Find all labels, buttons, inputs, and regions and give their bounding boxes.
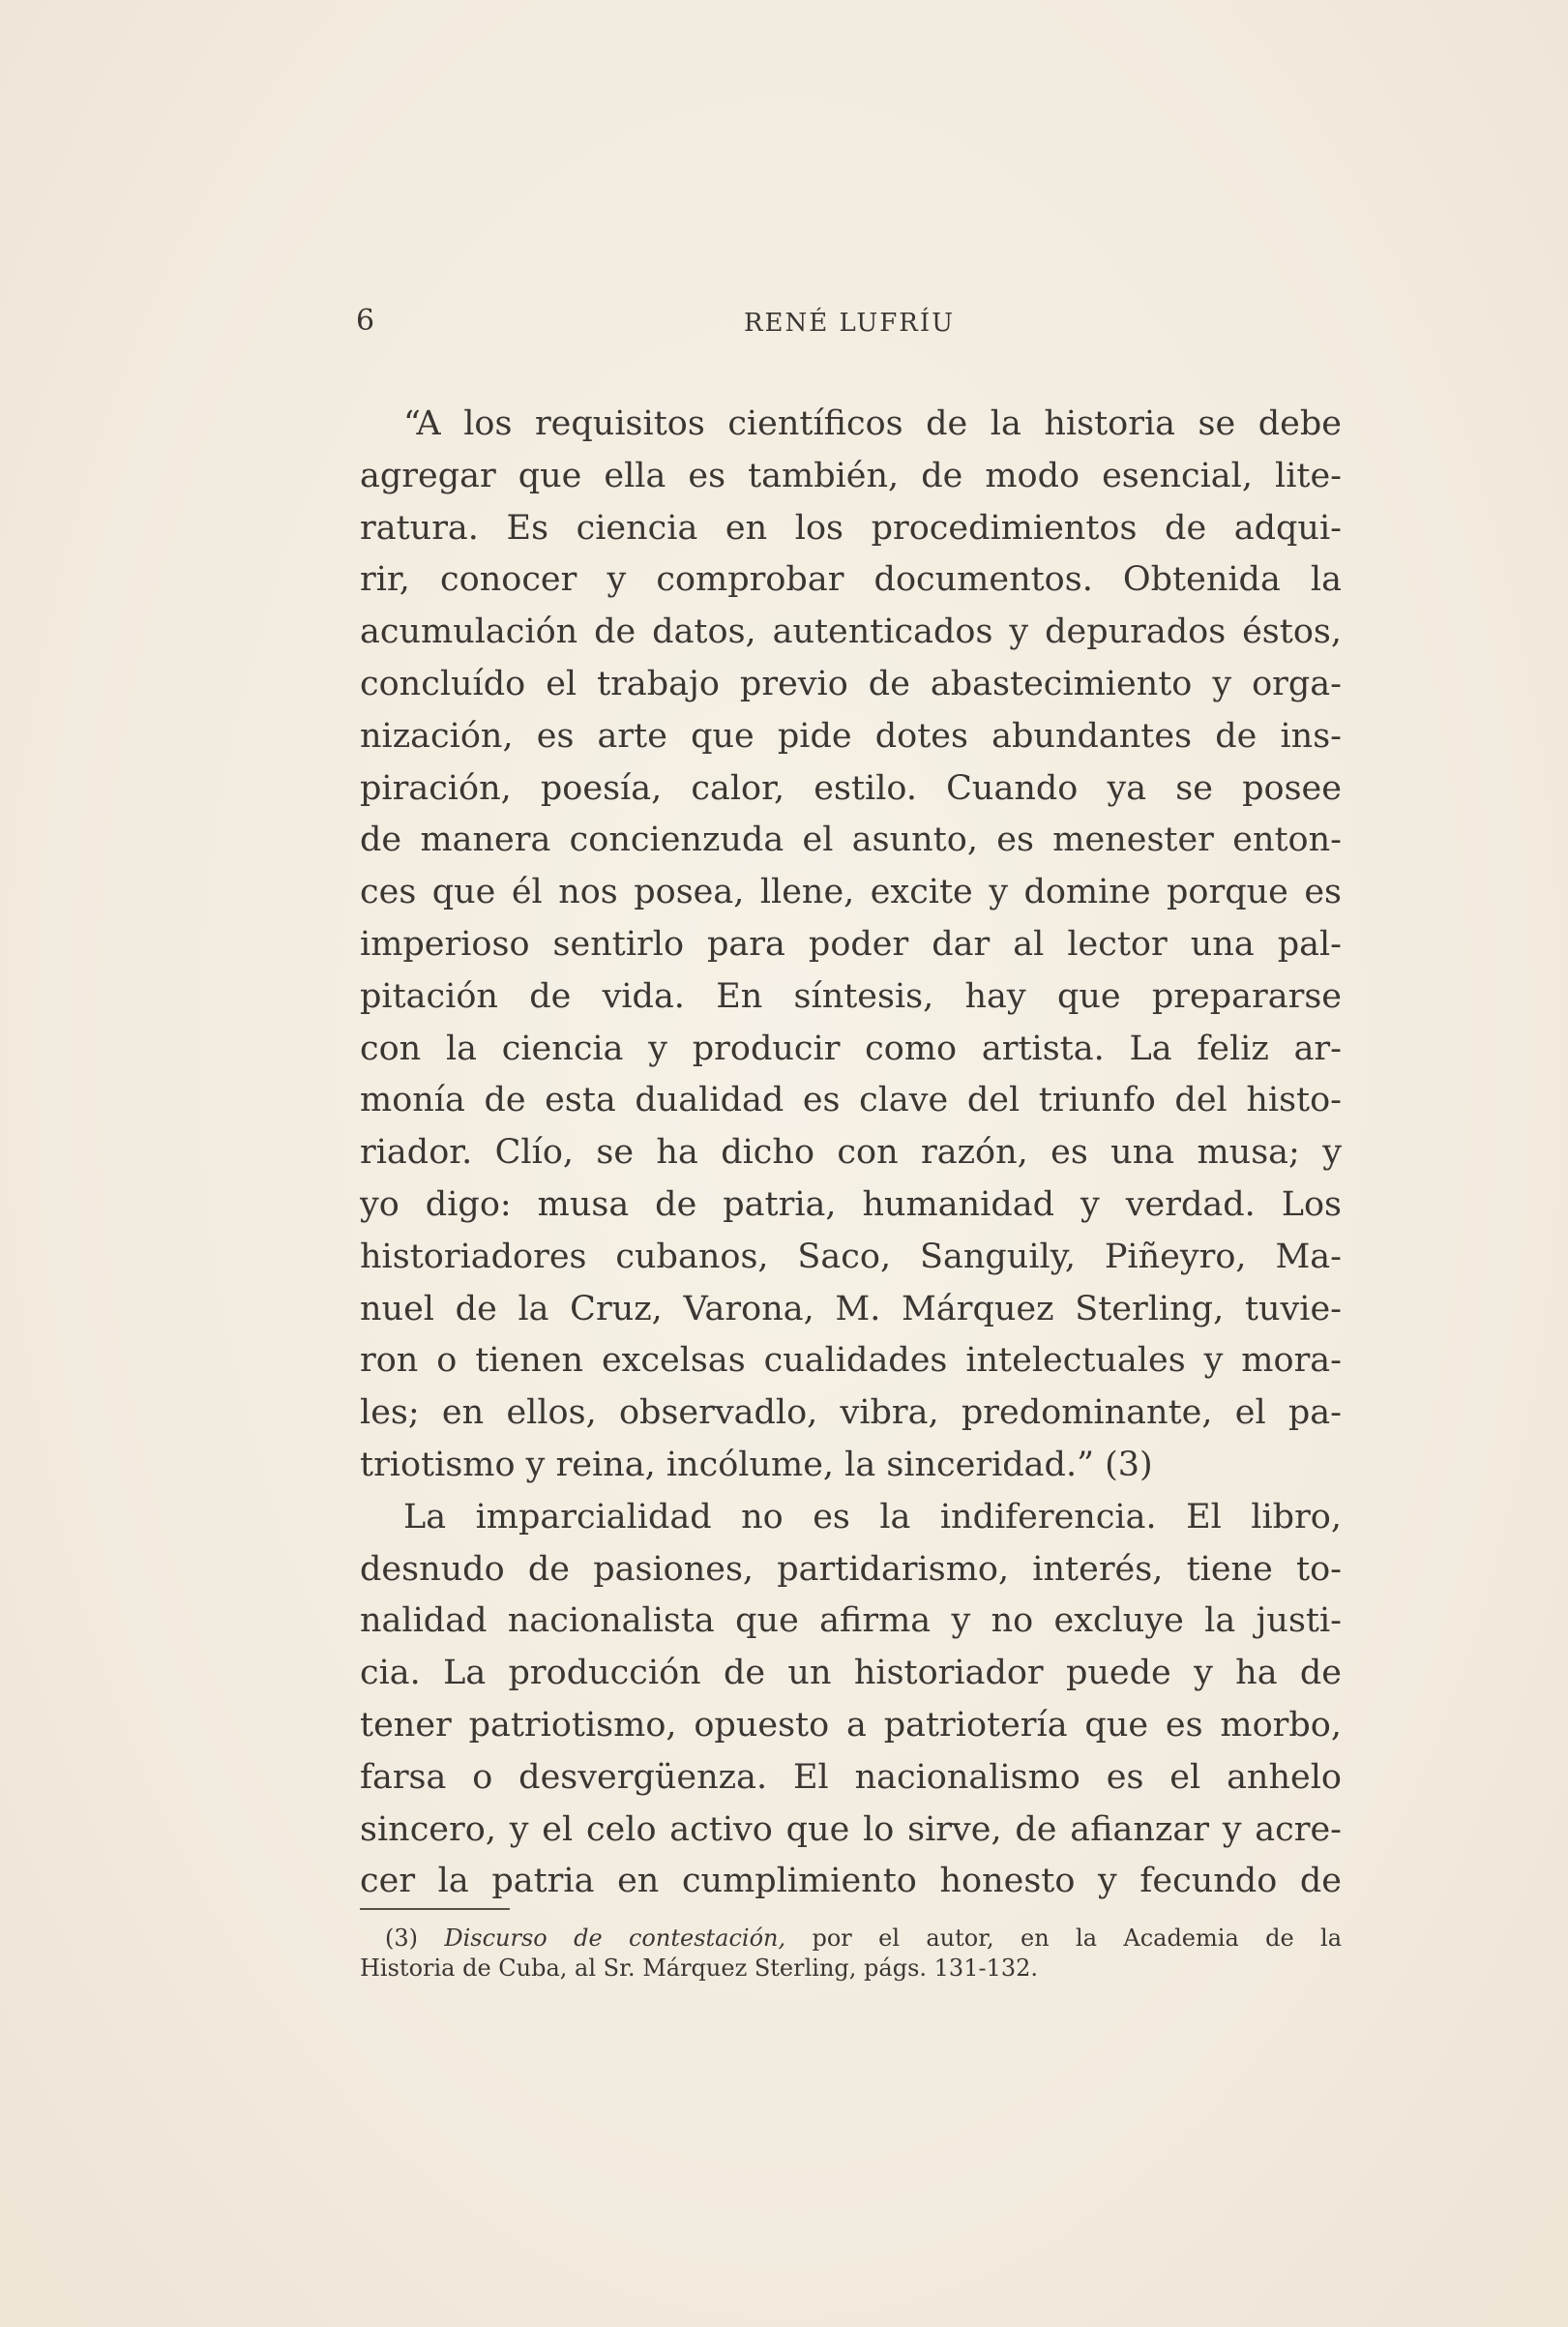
text-line: acumulación de datos, autenticados y depurados éstos, bbox=[360, 612, 1342, 652]
text-line: nalidad nacionalista que afirma y no excluye la justi- bbox=[360, 1601, 1342, 1641]
text-line: La imparcialidad no es la indiferencia. El libro, bbox=[403, 1497, 1342, 1536]
text-line: “A los requisitos científicos de la historia se debe bbox=[403, 404, 1342, 443]
text-line: riador. Clío, se ha dicho con razón, es una musa; y bbox=[360, 1133, 1342, 1173]
text-line: rir, conocer y comprobar documentos. Obtenida la bbox=[360, 560, 1342, 600]
text-line: ces que él nos posea, llene, excite y domine porque es bbox=[360, 873, 1342, 912]
text-line: nuel de la Cruz, Varona, M. Márquez Sterling, tuvie- bbox=[360, 1289, 1342, 1328]
body-text bbox=[360, 399, 1342, 1908]
text-line: de manera concienzuda el asunto, es menester enton- bbox=[360, 820, 1342, 860]
footnote-rule bbox=[360, 1908, 510, 1910]
text-line: tener patriotismo, opuesto a patriotería que es morbo, bbox=[360, 1705, 1342, 1745]
text-line: yo digo: musa de patria, humanidad y verdad. Los bbox=[360, 1184, 1342, 1224]
running-head: RENÉ LUFRÍU bbox=[743, 309, 956, 338]
text-line: ron o tienen excelsas cualidades intelectuales y mora- bbox=[360, 1341, 1342, 1381]
page-header bbox=[356, 302, 1343, 341]
footnote-text: por el autor, en la Academia de la bbox=[812, 1924, 1343, 1952]
text-line: cer la patria en cumplimiento honesto y fecundo de bbox=[360, 1862, 1342, 1901]
text-line: triotismo y reina, incólume, la sinceridad.” (3) bbox=[360, 1445, 1153, 1484]
text-line: historiadores cubanos, Saco, Sanguily, Piñeyro, Ma- bbox=[360, 1237, 1342, 1276]
text-line: nización, es arte que pide dotes abundantes de ins- bbox=[360, 716, 1342, 756]
text-line: desnudo de pasiones, partidarismo, interés, tiene to- bbox=[360, 1549, 1342, 1589]
text-line: pitación de vida. En síntesis, hay que prepararse bbox=[360, 976, 1342, 1016]
text-line: piración, poesía, calor, estilo. Cuando ya se posee bbox=[360, 768, 1342, 808]
text-line: sincero, y el celo activo que lo sirve, de afianzar y acre- bbox=[360, 1809, 1342, 1849]
text-line: monía de esta dualidad es clave del triunfo del histo- bbox=[360, 1081, 1342, 1120]
text-line: agregar que ella es también, de modo esencial, lite- bbox=[360, 456, 1342, 495]
text-line: farsa o desvergüenza. El nacionalismo es el anhelo bbox=[360, 1757, 1342, 1797]
footnote-line bbox=[360, 1924, 1342, 1954]
footnote bbox=[360, 1924, 1342, 1984]
page-number: 6 bbox=[356, 304, 375, 338]
text-line: concluído el trabajo previo de abastecimiento y orga- bbox=[360, 664, 1342, 703]
footnote-line: Historia de Cuba, al Sr. Márquez Sterling, págs. 131-132. bbox=[360, 1954, 1039, 1982]
text-line: cia. La producción de un historiador puede y ha de bbox=[360, 1654, 1342, 1693]
text-line: imperioso sentirlo para poder dar al lector una pal- bbox=[360, 924, 1342, 964]
text-line: les; en ellos, observadlo, vibra, predominante, el pa- bbox=[360, 1393, 1342, 1433]
text-line: con la ciencia y producir como artista. La feliz ar- bbox=[360, 1029, 1342, 1068]
footnote-marker: (3) bbox=[385, 1924, 418, 1952]
text-line: ratura. Es ciencia en los procedimientos de adqui- bbox=[360, 508, 1342, 548]
footnote-title: Discurso de contestación, bbox=[444, 1924, 786, 1952]
